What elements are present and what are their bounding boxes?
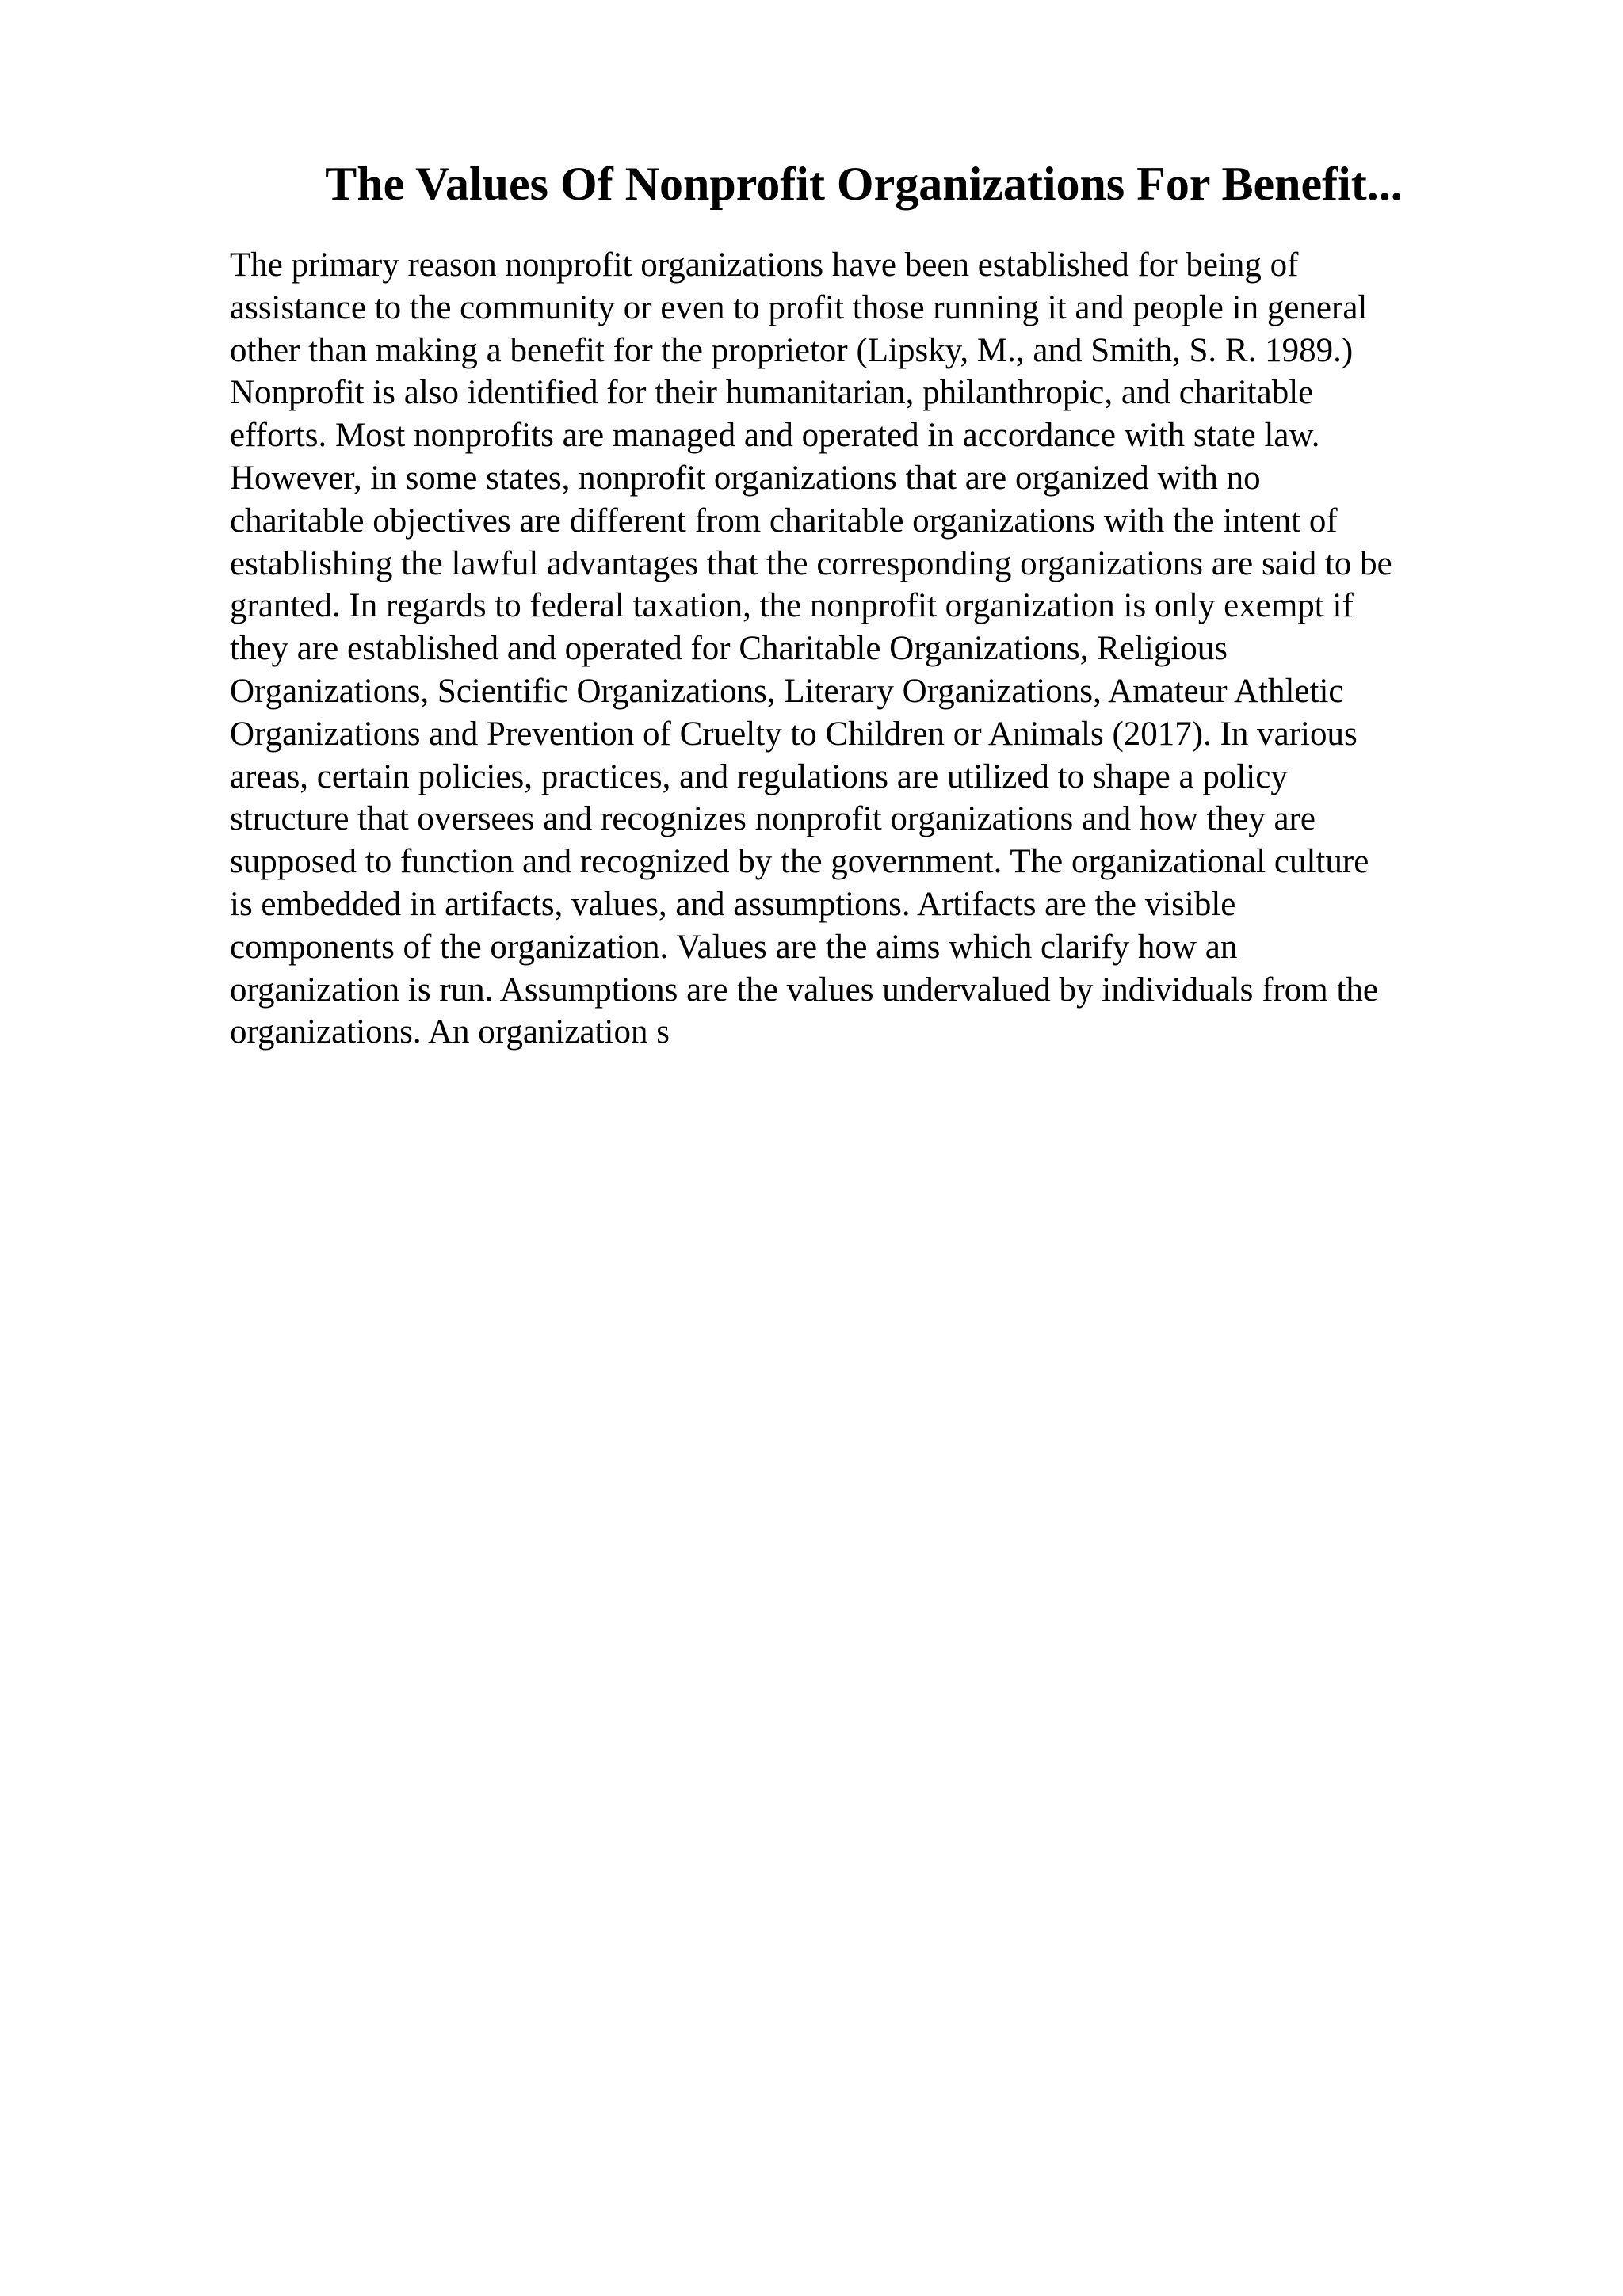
body-line: establishing the lawful advantages that the corresponding organizations are said to be: [230, 544, 1392, 582]
body-line: charitable objectives are different from charitable organizations with the intent of: [230, 502, 1338, 540]
body-line: components of the organization. Values are the aims which clarify how an: [230, 928, 1238, 966]
document-body: [230, 244, 1514, 1054]
document-title: The Values Of Nonprofit Organizations For Benefit...: [325, 158, 1403, 210]
body-line: Nonprofit is also identified for their humanitarian, philanthropic, and charitable: [230, 374, 1314, 412]
body-line: Organizations, Scientific Organizations, Literary Organizations, Amateur Athletic: [230, 672, 1344, 710]
body-line: organizations. An organization s: [230, 1013, 670, 1051]
body-line: other than making a benefit for the proprietor (Lipsky, M., and Smith, S. R. 1989.): [230, 331, 1354, 369]
body-line: they are established and operated for Charitable Organizations, Religious: [230, 630, 1228, 668]
body-line: However, in some states, nonprofit organizations that are organized with no: [230, 459, 1261, 497]
body-line: structure that oversees and recognizes nonprofit organizations and how they are: [230, 800, 1316, 838]
body-line: is embedded in artifacts, values, and assumptions. Artifacts are the visible: [230, 885, 1236, 923]
body-line: supposed to function and recognized by the government. The organizational culture: [230, 843, 1369, 881]
body-line: The primary reason nonprofit organizations have been established for being of: [230, 246, 1299, 284]
body-line: organization is run. Assumptions are the values undervalued by individuals from the: [230, 971, 1378, 1009]
body-line: areas, certain policies, practices, and regulations are utilized to shape a policy: [230, 757, 1288, 795]
body-line: efforts. Most nonprofits are managed and operated in accordance with state law.: [230, 417, 1320, 455]
body-line: Organizations and Prevention of Cruelty to Children or Animals (2017). In various: [230, 715, 1358, 753]
body-line: assistance to the community or even to profit those running it and people in general: [230, 288, 1368, 326]
body-line: granted. In regards to federal taxation, the nonprofit organization is only exempt if: [230, 587, 1354, 625]
